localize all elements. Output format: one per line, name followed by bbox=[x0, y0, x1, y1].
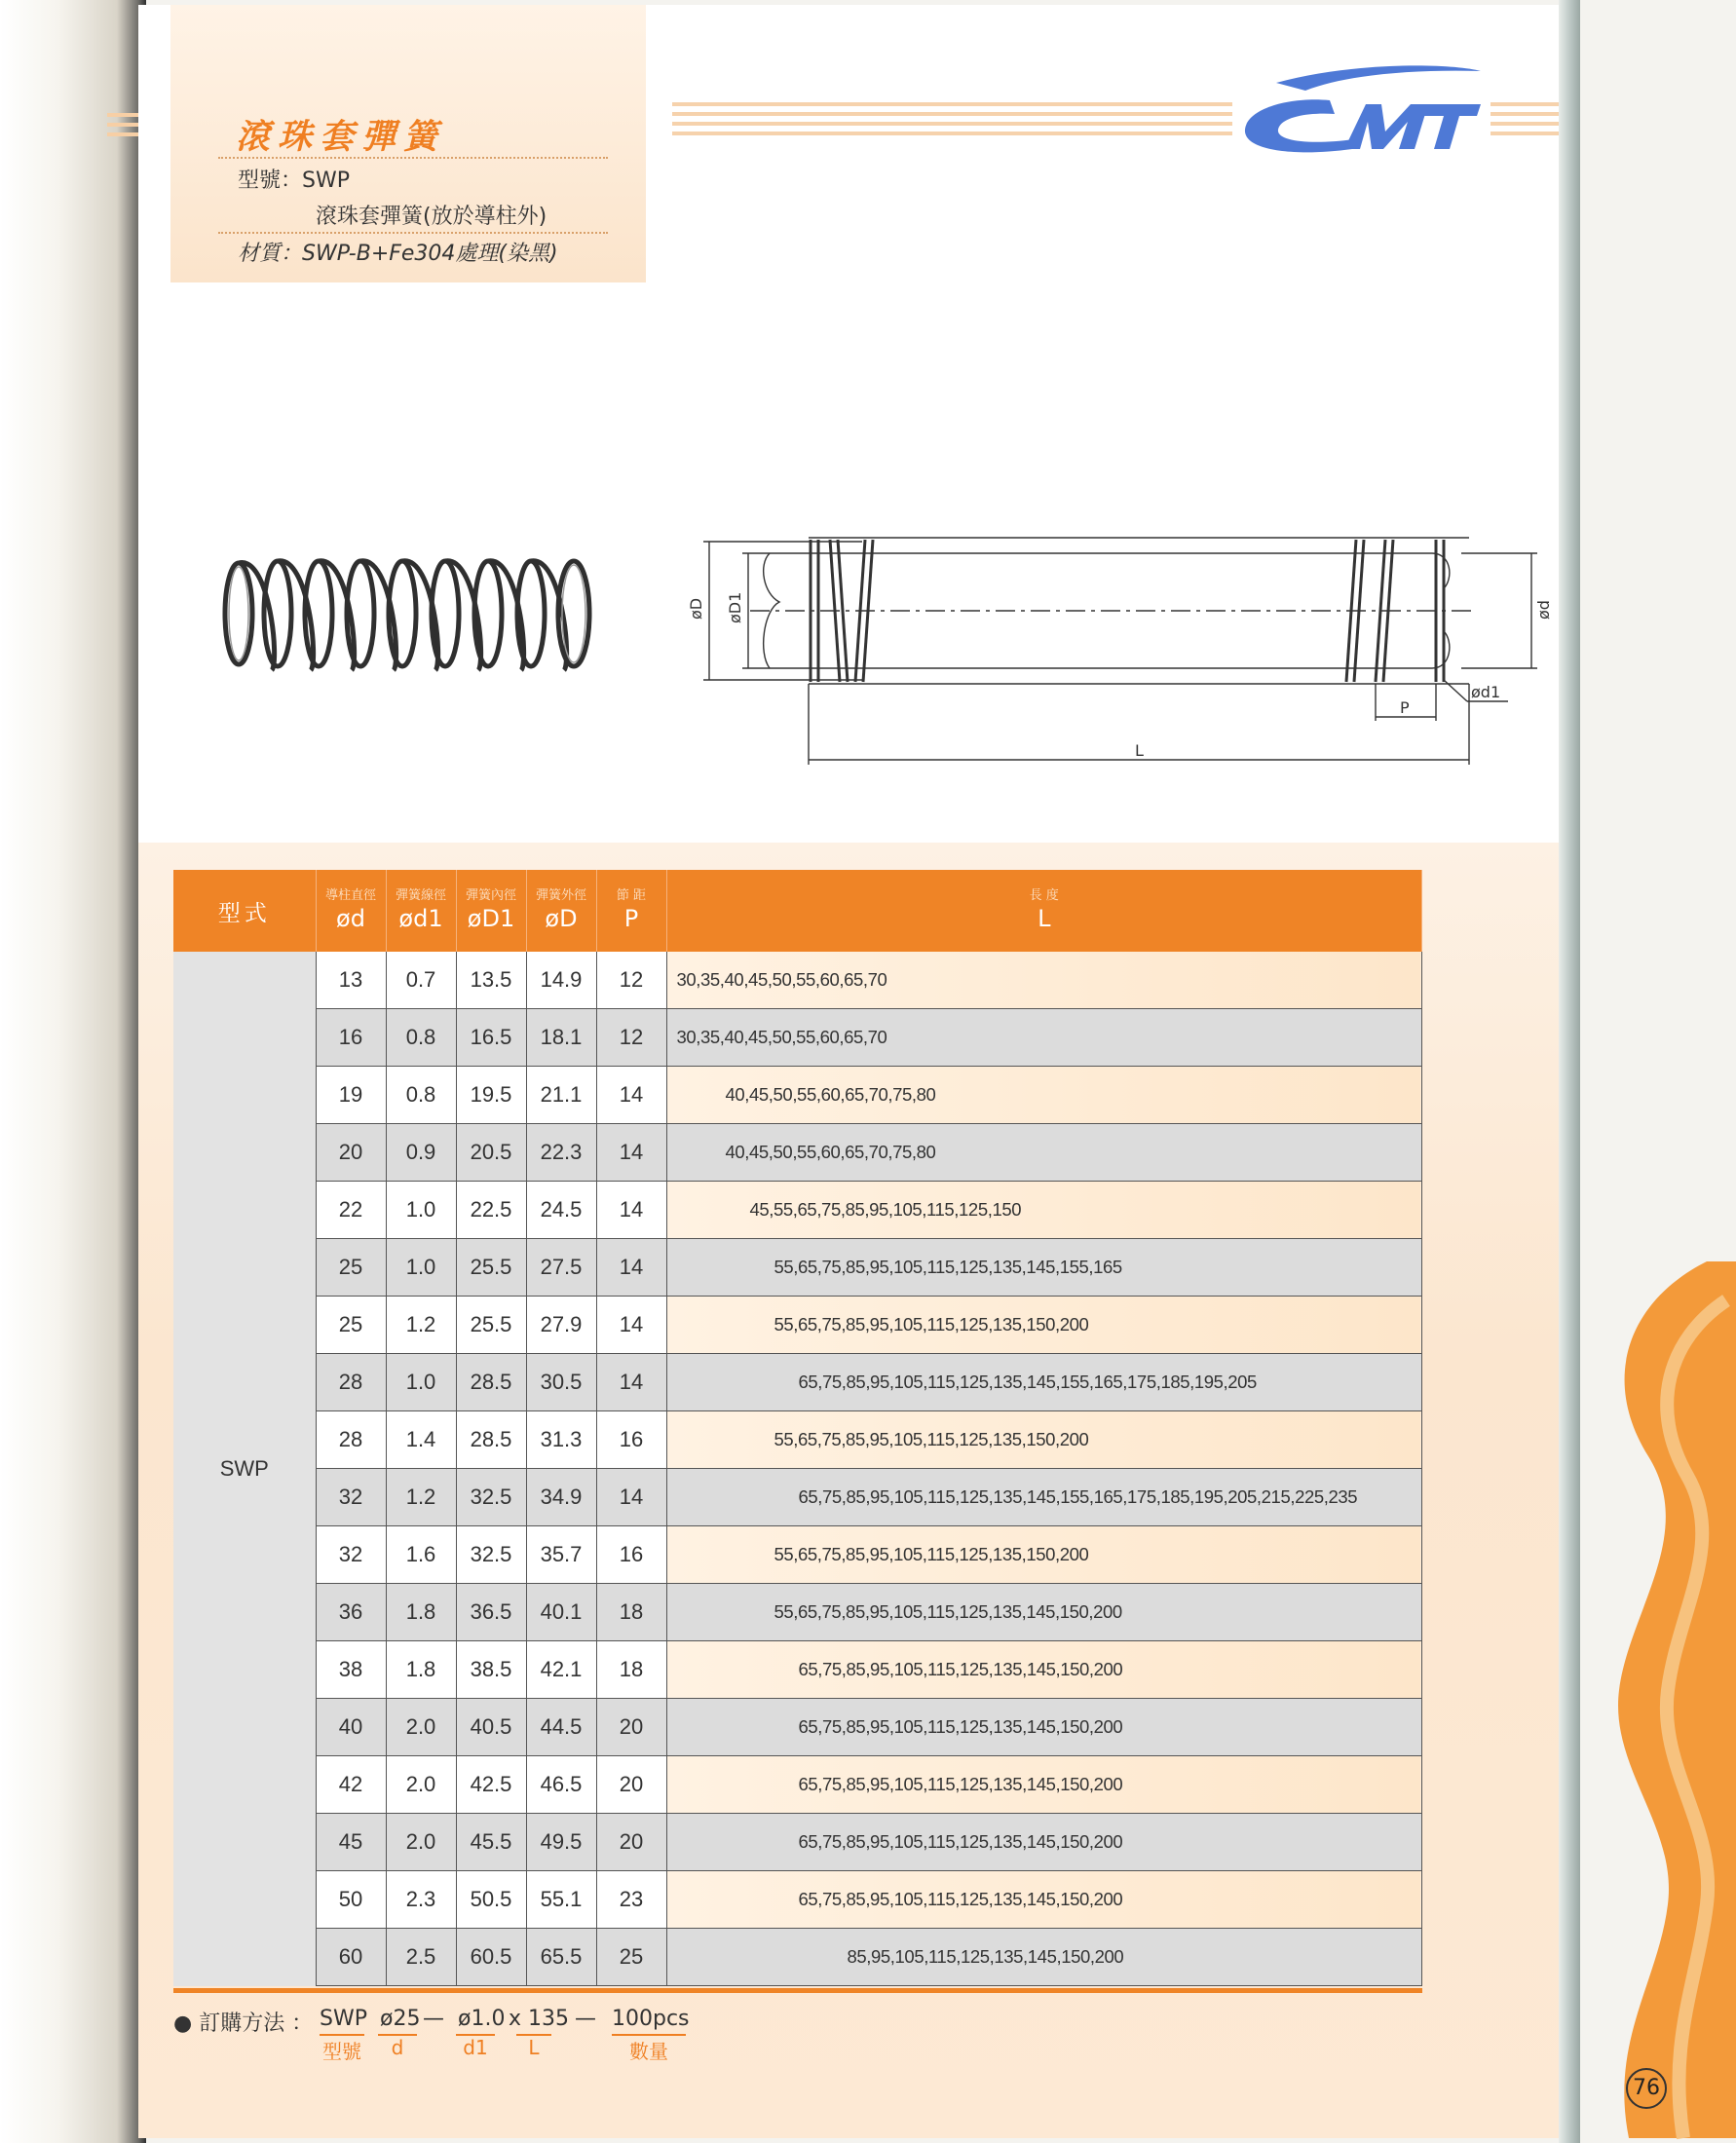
cell-L: 65,75,85,95,105,115,125,135,145,150,200 bbox=[666, 1641, 1422, 1699]
cell-P: 14 bbox=[596, 1469, 666, 1526]
order-dash: — bbox=[423, 2007, 444, 2031]
cell-D: 30.5 bbox=[526, 1354, 596, 1411]
cell-d1: 1.8 bbox=[386, 1641, 456, 1699]
cell-D: 27.5 bbox=[526, 1239, 596, 1297]
cell-d: 36 bbox=[316, 1584, 386, 1641]
product-description: 滾珠套彈簧(放於導柱外) bbox=[316, 205, 547, 229]
cell-D1: 60.5 bbox=[456, 1929, 526, 1986]
cell-D1: 13.5 bbox=[456, 952, 526, 1009]
cell-P: 20 bbox=[596, 1699, 666, 1756]
cell-D1: 25.5 bbox=[456, 1297, 526, 1354]
table-row bbox=[173, 1182, 1422, 1239]
order-part-d1: ø1.0 bbox=[458, 2007, 506, 2031]
cell-d1: 0.8 bbox=[386, 1009, 456, 1067]
table-row bbox=[173, 1009, 1422, 1067]
cell-P: 25 bbox=[596, 1929, 666, 1986]
cell-L: 55,65,75,85,95,105,115,125,135,150,200 bbox=[666, 1411, 1422, 1469]
cell-D1: 38.5 bbox=[456, 1641, 526, 1699]
dim-D1-label: øD1 bbox=[726, 591, 744, 623]
cell-D: 46.5 bbox=[526, 1756, 596, 1814]
cell-P: 12 bbox=[596, 1009, 666, 1067]
cell-d1: 0.8 bbox=[386, 1067, 456, 1124]
table-row bbox=[173, 1469, 1422, 1526]
cell-P: 23 bbox=[596, 1871, 666, 1929]
cell-d: 16 bbox=[316, 1009, 386, 1067]
order-dash: — bbox=[575, 2007, 596, 2031]
cell-D1: 22.5 bbox=[456, 1182, 526, 1239]
cell-d1: 2.5 bbox=[386, 1929, 456, 1986]
cell-D: 65.5 bbox=[526, 1929, 596, 1986]
cell-D1: 45.5 bbox=[456, 1814, 526, 1871]
order-part-model: SWP bbox=[320, 2007, 367, 2031]
table-row bbox=[173, 1871, 1422, 1929]
cell-d: 32 bbox=[316, 1526, 386, 1584]
cell-D1: 19.5 bbox=[456, 1067, 526, 1124]
cell-L: 30,35,40,45,50,55,60,65,70 bbox=[666, 952, 1422, 1009]
table-row bbox=[173, 1124, 1422, 1182]
cell-P: 12 bbox=[596, 952, 666, 1009]
cell-P: 18 bbox=[596, 1584, 666, 1641]
cell-d: 20 bbox=[316, 1124, 386, 1182]
cell-D: 42.1 bbox=[526, 1641, 596, 1699]
cell-d: 25 bbox=[316, 1297, 386, 1354]
cell-D1: 50.5 bbox=[456, 1871, 526, 1929]
header-type: 型式 bbox=[173, 870, 316, 952]
cell-L: 55,65,75,85,95,105,115,125,135,145,150,200 bbox=[666, 1584, 1422, 1641]
cell-P: 14 bbox=[596, 1067, 666, 1124]
cell-L: 40,45,50,55,60,65,70,75,80 bbox=[666, 1124, 1422, 1182]
table-bottom-rule bbox=[173, 1988, 1422, 1993]
cell-d: 32 bbox=[316, 1469, 386, 1526]
spring-photo bbox=[211, 536, 621, 692]
order-sub-qty: 數量 bbox=[629, 2040, 668, 2063]
cell-P: 20 bbox=[596, 1814, 666, 1871]
cell-d1: 2.0 bbox=[386, 1756, 456, 1814]
table-row bbox=[173, 1929, 1422, 1986]
cell-D: 40.1 bbox=[526, 1584, 596, 1641]
cell-d: 28 bbox=[316, 1411, 386, 1469]
page-title: 滾珠套彈簧 bbox=[236, 117, 446, 157]
material-label: 材質：SWP-B+Fe304處理(染黑) bbox=[238, 242, 558, 266]
cell-D1: 28.5 bbox=[456, 1354, 526, 1411]
table-row bbox=[173, 1526, 1422, 1584]
cell-d1: 0.7 bbox=[386, 952, 456, 1009]
table-row bbox=[173, 1297, 1422, 1354]
catalog-page bbox=[138, 5, 1660, 2138]
table-row bbox=[173, 1239, 1422, 1297]
table-row bbox=[173, 1814, 1422, 1871]
cell-D1: 20.5 bbox=[456, 1124, 526, 1182]
cell-d: 19 bbox=[316, 1067, 386, 1124]
table-row bbox=[173, 1411, 1422, 1469]
cell-L: 55,65,75,85,95,105,115,125,135,145,155,165 bbox=[666, 1239, 1422, 1297]
cell-d: 28 bbox=[316, 1354, 386, 1411]
spec-table bbox=[173, 870, 1422, 1986]
header-pitch: 節 距 P bbox=[596, 870, 666, 952]
cell-D: 21.1 bbox=[526, 1067, 596, 1124]
cell-d1: 2.0 bbox=[386, 1814, 456, 1871]
order-part-d: ø25 bbox=[380, 2007, 421, 2031]
cell-d1: 1.4 bbox=[386, 1411, 456, 1469]
cell-d1: 1.6 bbox=[386, 1526, 456, 1584]
cell-P: 18 bbox=[596, 1641, 666, 1699]
cell-P: 16 bbox=[596, 1526, 666, 1584]
order-sub-model: 型號 bbox=[322, 2040, 361, 2063]
table-row bbox=[173, 1584, 1422, 1641]
cell-P: 14 bbox=[596, 1124, 666, 1182]
cell-L: 45,55,65,75,85,95,105,115,125,150 bbox=[666, 1182, 1422, 1239]
cell-P: 20 bbox=[596, 1756, 666, 1814]
cell-D: 55.1 bbox=[526, 1871, 596, 1929]
order-sub-d: d bbox=[391, 2036, 404, 2059]
cell-D1: 32.5 bbox=[456, 1469, 526, 1526]
cell-d1: 1.2 bbox=[386, 1469, 456, 1526]
header-wire-diameter: 彈簧線徑 ød1 bbox=[386, 870, 456, 952]
cell-L: 65,75,85,95,105,115,125,135,145,155,165,175,185,195,205 bbox=[666, 1354, 1422, 1411]
cell-L: 55,65,75,85,95,105,115,125,135,150,200 bbox=[666, 1297, 1422, 1354]
book-binding bbox=[0, 0, 146, 2143]
cell-L: 65,75,85,95,105,115,125,135,145,150,200 bbox=[666, 1699, 1422, 1756]
cell-D: 27.9 bbox=[526, 1297, 596, 1354]
cell-D: 22.3 bbox=[526, 1124, 596, 1182]
cell-L: 65,75,85,95,105,115,125,135,145,150,200 bbox=[666, 1871, 1422, 1929]
order-sub-d1: d1 bbox=[463, 2036, 488, 2059]
cell-D: 24.5 bbox=[526, 1182, 596, 1239]
cell-d1: 1.0 bbox=[386, 1239, 456, 1297]
table-row bbox=[173, 1354, 1422, 1411]
table-header-row bbox=[173, 870, 1422, 952]
cell-d1: 1.0 bbox=[386, 1354, 456, 1411]
cell-D: 14.9 bbox=[526, 952, 596, 1009]
cell-d: 45 bbox=[316, 1814, 386, 1871]
cell-L: 55,65,75,85,95,105,115,125,135,150,200 bbox=[666, 1526, 1422, 1584]
cell-D1: 36.5 bbox=[456, 1584, 526, 1641]
cell-d: 25 bbox=[316, 1239, 386, 1297]
cell-D: 49.5 bbox=[526, 1814, 596, 1871]
cell-D: 35.7 bbox=[526, 1526, 596, 1584]
dim-d-label: ød bbox=[1534, 600, 1553, 620]
table-row bbox=[173, 952, 1422, 1009]
cell-P: 14 bbox=[596, 1354, 666, 1411]
model-label: 型號：SWP bbox=[238, 169, 350, 193]
cell-L: 85,95,105,115,125,135,145,150,200 bbox=[666, 1929, 1422, 1986]
logo-text: CMT bbox=[1237, 61, 1240, 62]
order-sub-L: L bbox=[528, 2036, 540, 2059]
cell-D1: 40.5 bbox=[456, 1699, 526, 1756]
table-row bbox=[173, 1067, 1422, 1124]
cell-D: 44.5 bbox=[526, 1699, 596, 1756]
table-row bbox=[173, 1641, 1422, 1699]
dim-d1-label: ød1 bbox=[1471, 683, 1501, 701]
cell-P: 14 bbox=[596, 1239, 666, 1297]
cell-d: 13 bbox=[316, 952, 386, 1009]
cell-P: 14 bbox=[596, 1297, 666, 1354]
cell-d1: 0.9 bbox=[386, 1124, 456, 1182]
cell-L: 40,45,50,55,60,65,70,75,80 bbox=[666, 1067, 1422, 1124]
order-label: ● 訂購方法 ： bbox=[173, 2011, 314, 2036]
cell-d1: 1.2 bbox=[386, 1297, 456, 1354]
cell-d: 60 bbox=[316, 1929, 386, 1986]
cell-D: 31.3 bbox=[526, 1411, 596, 1469]
order-part-qty: 100pcs bbox=[612, 2007, 690, 2031]
decorative-ribbon bbox=[1590, 1261, 1736, 2138]
header-inner-diameter: 彈簧內徑 øD1 bbox=[456, 870, 526, 952]
cell-d1: 1.0 bbox=[386, 1182, 456, 1239]
cell-L: 30,35,40,45,50,55,60,65,70 bbox=[666, 1009, 1422, 1067]
cell-D: 18.1 bbox=[526, 1009, 596, 1067]
dim-D-label: øD bbox=[687, 597, 705, 620]
type-cell: SWP bbox=[173, 952, 316, 1986]
cell-D1: 32.5 bbox=[456, 1526, 526, 1584]
table-body bbox=[173, 952, 1422, 1986]
technical-drawing bbox=[687, 526, 1568, 789]
cell-d1: 1.8 bbox=[386, 1584, 456, 1641]
dim-P-label: P bbox=[1400, 698, 1410, 717]
header-guide-diameter: 導柱直徑 ød bbox=[316, 870, 386, 952]
header-outer-diameter: 彈簧外徑 øD bbox=[526, 870, 596, 952]
cell-P: 14 bbox=[596, 1182, 666, 1239]
cell-D: 34.9 bbox=[526, 1469, 596, 1526]
cell-d1: 2.3 bbox=[386, 1871, 456, 1929]
cell-d: 50 bbox=[316, 1871, 386, 1929]
cell-d1: 2.0 bbox=[386, 1699, 456, 1756]
header-length: 長 度 L bbox=[666, 870, 1422, 952]
cell-d: 40 bbox=[316, 1699, 386, 1756]
cell-D1: 16.5 bbox=[456, 1009, 526, 1067]
cell-d: 38 bbox=[316, 1641, 386, 1699]
divider bbox=[218, 232, 608, 234]
header-stripes bbox=[672, 102, 1232, 141]
dim-L-label: L bbox=[1135, 741, 1144, 760]
table-row bbox=[173, 1756, 1422, 1814]
cell-d: 22 bbox=[316, 1182, 386, 1239]
cmt-logo bbox=[1237, 61, 1481, 169]
divider bbox=[218, 157, 608, 159]
cell-L: 65,75,85,95,105,115,125,135,145,150,200 bbox=[666, 1756, 1422, 1814]
cell-P: 16 bbox=[596, 1411, 666, 1469]
cell-D1: 42.5 bbox=[456, 1756, 526, 1814]
cell-d: 42 bbox=[316, 1756, 386, 1814]
order-part-L: x 135 bbox=[509, 2007, 570, 2031]
page-edge bbox=[1559, 0, 1580, 2143]
cell-L: 65,75,85,95,105,115,125,135,145,150,200 bbox=[666, 1814, 1422, 1871]
cell-L: 65,75,85,95,105,115,125,135,145,155,165,175,185,195,205,215,225,235 bbox=[666, 1469, 1422, 1526]
table-row bbox=[173, 1699, 1422, 1756]
cell-D1: 25.5 bbox=[456, 1239, 526, 1297]
page-number: 76 bbox=[1626, 2068, 1667, 2109]
cell-D1: 28.5 bbox=[456, 1411, 526, 1469]
